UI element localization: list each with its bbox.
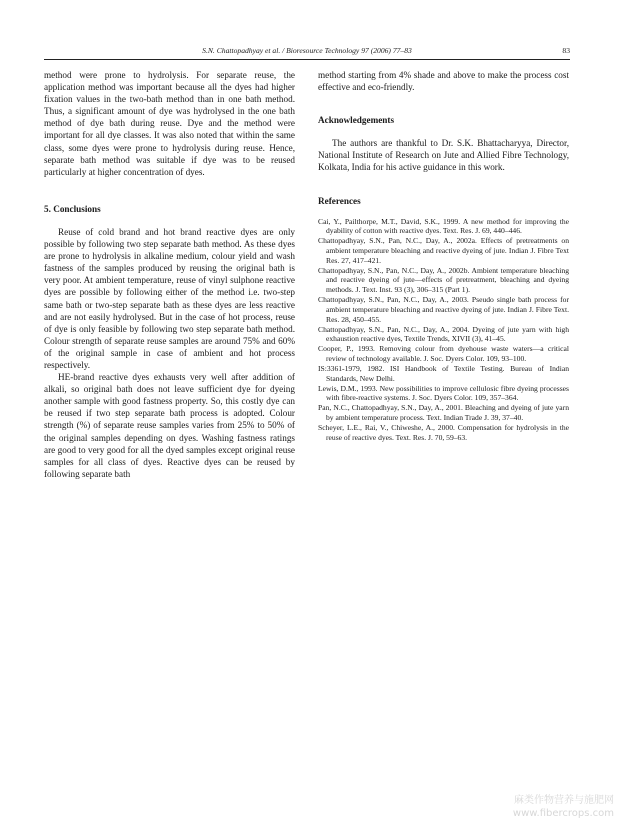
reference-item: Chattopadhyay, S.N., Pan, N.C., Day, A., 2002a. Effects of pretreatments on ambient temperature bleaching and reactive dyeing of jute. Indian J. Fibre Text Res. 27, 417–421. <box>318 236 569 265</box>
conclusions-heading: 5. Conclusions <box>44 203 101 214</box>
right-column <box>318 69 569 443</box>
watermark-url: www.fibercrops.com <box>512 808 614 819</box>
conclusions-paragraph-2: HE-brand reactive dyes exhausts very well after addition of alkali, so original bath does not leave sufficient dye for dyeing another sample with good fastness property. So, this costly dye can be reused if two step separate bath process is adopted. Colour strength (%) of separate reuse samples varies from 25% to 50% of the original samples depending on dyes. Washing fastness ratings are good to very good for all the dyed samples except original reuse samples for all class of dyes. Reactive dyes can be reused by following separate bath <box>44 372 295 479</box>
reference-item: Pan, N.C., Chattopadhyay, S.N., Day, A., 2001. Bleaching and dyeing of jute yarn by ambient temperature process. Text. Indian Trade J. 39, 37–40. <box>318 403 569 423</box>
header-rule <box>44 59 570 60</box>
reference-item: Chattopadhyay, S.N., Pan, N.C., Day, A., 2004. Dyeing of jute yarn with high exhaustion reactive dyes, Textile Trends, XIVII (3), 41–45. <box>318 324 569 344</box>
reference-item: IS:3361-1979, 1982. ISI Handbook of Textile Testing. Bureau of Indian Standards, New Delhi. <box>318 363 569 383</box>
references-heading: References <box>318 195 361 206</box>
acknowledgements-text: The authors are thankful to Dr. S.K. Bhattacharyya, Director, National Institute of Research on Jute and Allied Fibre Technology, Kolkata, India for his active guidance in this work. <box>318 138 569 173</box>
left-column <box>44 69 295 480</box>
reference-item: Lewis, D.M., 1993. New possibilities to improve cellulosic fibre dyeing processes with fibre-reactive systems. J. Soc. Dyers Color. 109, 357–364. <box>318 383 569 403</box>
conclusions-paragraph-1: Reuse of cold brand and hot brand reactive dyes are only possible by following two step separate bath method. As these dyes are prone to hydrolysis in alkaline medium, colour yield and wash fastness of the samples produced by reusing the original bath is very poor. At ambient temperature, reuse of vinyl sulphone reactive dyes are possible by following either of the method i.e. two-step same bath or two-step separate bath as these dyes are less reactive and are not easily hydrolysed. But in the case of hot process, reuse of dye is only feasible by following two step separate bath method. Colour strength of separate reuse samples are around 75% and 60% of the original sample in case of ambient and hot process respectively. <box>44 226 295 370</box>
conclusions-paragraph-continued: method starting from 4% shade and above to make the process cost effective and eco-friendly. <box>318 70 569 93</box>
running-title: S.N. Chattopadhyay et al. / Bioresource Technology 97 (2006) 77–83 <box>202 46 412 55</box>
reference-item: Scheyer, L.E., Rai, V., Chiweshe, A., 2000. Compensation for hydrolysis in the reuse of reactive dyes. Text. Res. J. 70, 59–63. <box>318 423 569 442</box>
reference-item: Chattopadhyay, S.N., Pan, N.C., Day, A., 2002b. Ambient temperature bleaching and reactive dyeing of jute—effects of pretreatment, bleaching and dyeing methods. J. Text. Inst. 93 (3), 306–315 (Part 1). <box>318 265 569 295</box>
reference-list <box>318 217 569 443</box>
site-watermark <box>513 794 614 820</box>
reference-item: Cooper, P., 1993. Removing colour from dyehouse waste waters—a critical review of technology available. J. Soc. Dyers Color. 109, 93–100. <box>318 344 569 363</box>
reference-item: Cai, Y., Pailthorpe, M.T., David, S.K., 1999. A new method for improving the dyability of cotton with reactive dyes. Text. Res. J. 69, 440–446. <box>318 216 569 236</box>
page-number: 83 <box>562 46 570 55</box>
acknowledgements-heading: Acknowledgements <box>318 115 395 126</box>
watermark-title: 麻类作物营养与施肥网 <box>514 795 614 806</box>
results-paragraph-continued: method were prone to hydrolysis. For separate reuse, the application method was important because all the dyes had higher fixation values in the two-bath method than in one bath method. Thus, a significant amount of dye was hydrolysed in the one bath method of dye bath during reuse. Dye and the method were important for all dye classes. It was also noted that within the same class, some dyes were prone to hydrolysis during reuse. Hence, separate bath method was suitable if dye was to be reused particularly at higher concentration of dyes. <box>44 70 295 177</box>
reference-item: Chattopadhyay, S.N., Pan, N.C., Day, A., 2003. Pseudo single bath process for ambient temperature bleaching and reactive dyeing of jute. Indian J. Fibre Text. Res. 28, 450–455. <box>318 295 569 324</box>
